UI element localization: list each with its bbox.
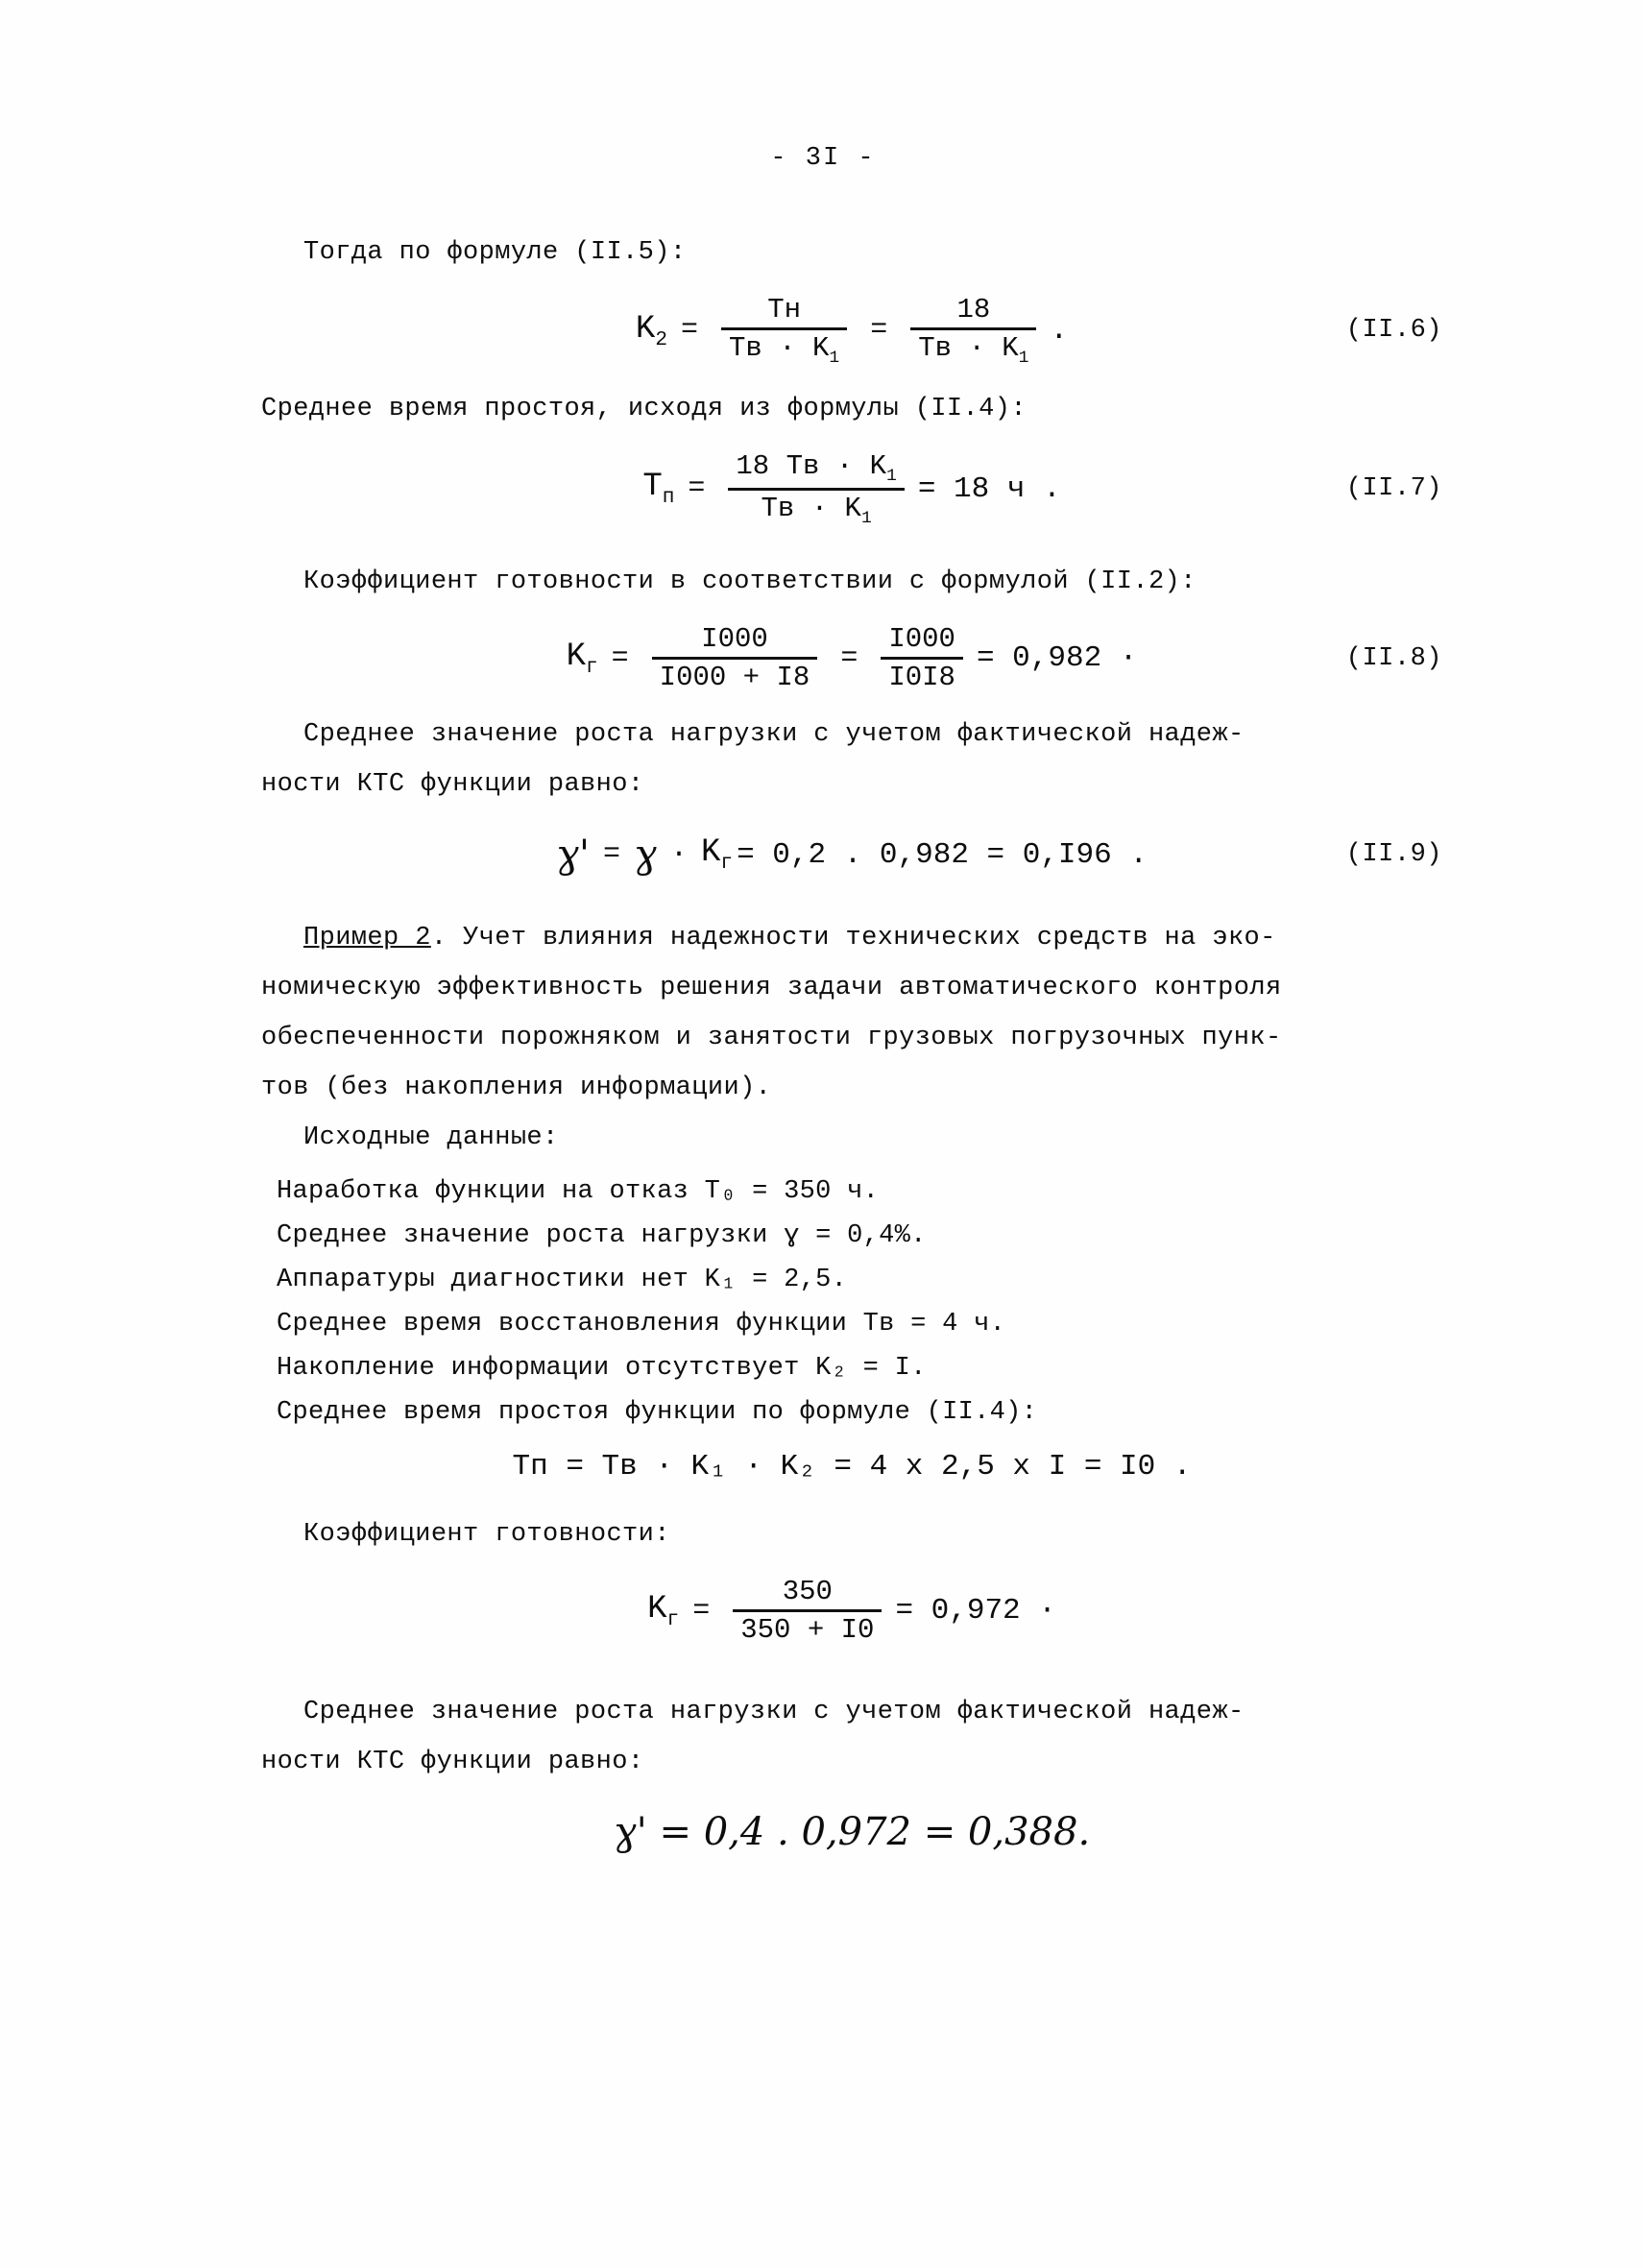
formula-readiness-kg (261, 1574, 1442, 1648)
formula-II-6-fraction-1 (721, 292, 847, 370)
page-number: - 3I - (770, 144, 876, 173)
equation-number-II-7: (II.7) (1345, 474, 1442, 504)
fraction-numerator: 350 (782, 1576, 833, 1608)
paragraph-mean-growth-line-1: Среднее значение роста нагрузки с учетом фактической надеж- (303, 720, 1245, 750)
final-paragraph-line-1: Среднее значение роста нагрузки с учетом фактической надеж- (303, 1698, 1245, 1727)
list-item: Среднее время простоя функции по формуле (II.4): (277, 1398, 1038, 1428)
paragraph-example-2-line-4: тов (без накопления информации). (261, 1074, 772, 1103)
list-item: Среднее время восстановления функции Tв = 4 ч. (277, 1310, 1006, 1339)
example-label: Пример 2 (303, 924, 431, 953)
equation-number-II-6: (II.6) (1345, 316, 1442, 346)
initial-data-title: Исходные данные: (303, 1123, 559, 1153)
list-item: Наработка функции на отказ T₀ = 350 ч. (277, 1177, 880, 1207)
formula-II-7 (261, 448, 1442, 530)
formula-II-9-equals: = (603, 838, 621, 872)
formula-final-gamma (261, 1801, 1442, 1863)
formula-II-8-lhs: $K_г$ (566, 638, 598, 679)
list-item: Среднее значение роста нагрузки ɣ = 0,4%. (277, 1221, 927, 1251)
formula-II-8 (261, 621, 1442, 695)
gamma-symbol: ɣ (634, 832, 657, 878)
fraction-denominator: Tв · $K_1$ (761, 492, 872, 528)
formula-II-6-lhs: $K_2$ (635, 310, 667, 351)
formula-II-8-result: = 0,982 · (976, 641, 1138, 676)
readiness-coefficient-title: Коэффициент готовности: (303, 1520, 670, 1550)
formula-II-7-lhs: $T_п$ (642, 469, 675, 509)
gamma-prime-symbol: ɣ' (556, 832, 591, 878)
formula-downtime-tп: Tп = Tв · K₁ · K₂ = 4 x 2,5 x I = I0 . (512, 1450, 1192, 1484)
paragraph-example-2-line-3: обеспеченности порожняком и занятости грузовых погрузочных пунк- (261, 1024, 1282, 1053)
paragraph-example-2-line-1 (261, 916, 1442, 960)
page-content (261, 144, 1442, 1880)
fraction-numerator: Tн (767, 294, 802, 326)
formula-kg-result: = 0,972 · (895, 1594, 1056, 1629)
formula-II-6-tail: . (1050, 313, 1069, 348)
paragraph-then-by-formula: Тогда по формуле (II.5): (303, 238, 687, 267)
formula-II-9-k: $K_г$ (701, 834, 734, 876)
formula-II-8-fraction-2 (881, 621, 963, 695)
formula-II-8-equals: = (611, 641, 629, 675)
fraction-numerator: I000 (701, 623, 768, 656)
formula-kg-equals: = (692, 1594, 711, 1628)
gamma-prime-symbol: ɣ' = 0,4 . 0,972 = 0,388. (613, 1810, 1091, 1855)
list-item: Аппаратуры диагностики нет K₁ = 2,5. (277, 1266, 848, 1295)
fraction-numerator: 18 Tв · $K_1$ (736, 449, 897, 486)
formula-II-8-fraction-1 (652, 621, 818, 695)
equation-number-II-8: (II.8) (1345, 643, 1442, 673)
formula-kg-lhs: $K_г$ (647, 1590, 680, 1631)
formula-II-7-equals: = (688, 472, 706, 506)
formula-II-6-equals-2: = (870, 314, 888, 348)
formula-II-6-fraction-2 (910, 292, 1036, 370)
initial-data-list (261, 1170, 1442, 1435)
fraction-denominator: I000 + I8 (659, 662, 810, 694)
example-text-1: . Учет влияния надежности технических средств на эко- (430, 924, 1276, 953)
formula-II-9-dot: · (670, 838, 689, 872)
formula-II-6 (261, 292, 1442, 370)
paragraph-example-2-line-2: номическую эффективность решения задачи автоматического контроля (261, 974, 1282, 1003)
fraction-denominator: Tв · $K_1$ (729, 332, 840, 368)
formula-kg-fraction (733, 1574, 882, 1648)
equation-number-II-9: (II.9) (1345, 840, 1442, 870)
formula-II-8-equals-2: = (840, 641, 858, 675)
paragraph-readiness-coefficient: Коэффициент готовности в соответствии с формулой (II.2): (303, 567, 1197, 597)
paragraph-mean-downtime: Среднее время простоя, исходя из формулы (II.4): (261, 394, 1027, 423)
list-item: Накопление информации отсутствует K₂ = I. (277, 1354, 927, 1384)
formula-II-9-result: = 0,2 . 0,982 = 0,I96 . (737, 837, 1148, 872)
fraction-denominator: 350 + I0 (740, 1614, 875, 1647)
formula-II-7-fraction (728, 448, 904, 530)
fraction-numerator: I000 (888, 623, 955, 656)
final-paragraph-line-2: ности КТС функции равно: (261, 1748, 644, 1777)
formula-II-7-result: = 18 ч . (917, 471, 1061, 506)
fraction-denominator: Tв · $K_1$ (918, 332, 1029, 368)
formula-II-6-equals: = (680, 314, 698, 348)
formula-II-9 (261, 824, 1442, 885)
fraction-numerator: 18 (956, 294, 991, 326)
fraction-denominator: I0I8 (888, 662, 955, 694)
paragraph-mean-growth-line-2: ности КТС функции равно: (261, 770, 644, 800)
